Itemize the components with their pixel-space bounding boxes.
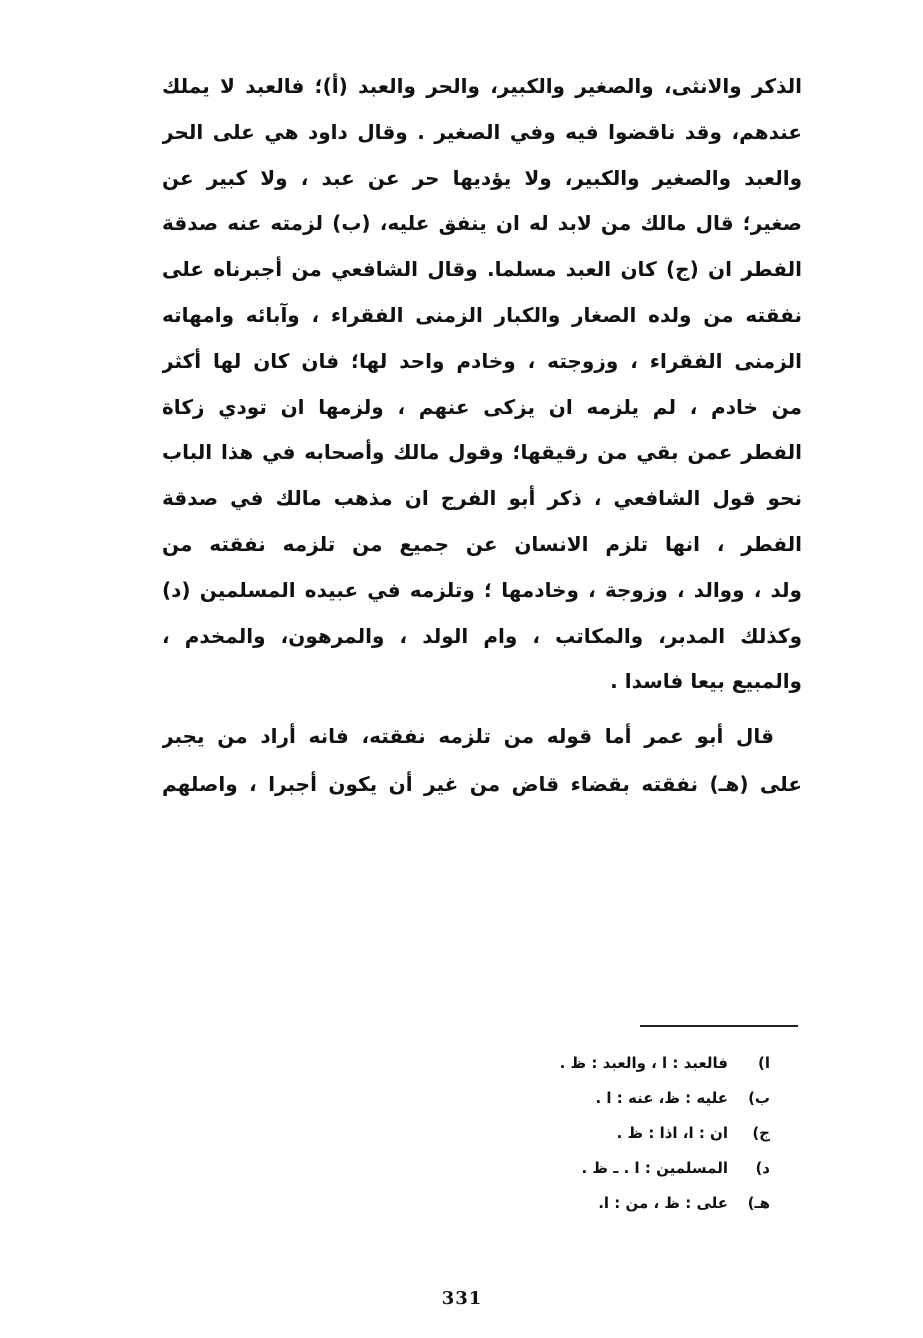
text-line: الذكر والانثى، والصغير والكبير، والحر والعبد (أ)؛ فالعبد لا يملك (162, 74, 802, 98)
footnotes (470, 1046, 770, 1221)
footnote-divider (640, 1025, 798, 1027)
footnote-label: د) (755, 1159, 770, 1177)
text-line: ولد ، ووالد ، وزوجة ، وخادمها ؛ وتلزمه في عبيده المسلمين (د) (162, 577, 802, 602)
text-line: قال أبو عمر أما قوله من تلزمه نفقته، فانه أراد من يجبر (162, 724, 774, 748)
text-line: وكذلك المدبر، والمكاتب ، وام الولد ، والمرهون، والمخدم ، (162, 623, 802, 648)
second-paragraph (162, 712, 802, 808)
footnote-item (470, 1046, 770, 1081)
footnote-item (470, 1116, 770, 1151)
text-line: صغير؛ قال مالك من لابد له ان ينفق عليه، (ب) لزمته عنه صدقة (162, 211, 802, 236)
text-line: الفطر عمن بقي من رقيقها؛ وقول مالك وأصحابه في هذا الباب (162, 440, 802, 465)
footnote-item (470, 1151, 770, 1186)
text-line: على (هـ) نفقته بقضاء قاض من غير أن يكون أجبرا ، واصلهم (162, 772, 802, 796)
footnote-item (470, 1186, 770, 1221)
page-number: 331 (441, 1288, 483, 1309)
footnote-text: على : ظ ، من : ا. (598, 1194, 728, 1212)
text-line: من خادم ، لم يلزمه ان يزكى عنهم ، ولزمها ان تودي زكاة (162, 394, 802, 419)
footnote-label: ج) (752, 1124, 770, 1142)
text-line: عندهم، وقد ناقضوا فيه وفي الصغير . وقال داود هي على الحر (162, 119, 802, 144)
footnote-label: ا) (758, 1054, 770, 1072)
footnote-text: ان : ا، اذا : ظ . (616, 1124, 728, 1142)
footnote-text: عليه : ظ، عنه : ا . (595, 1089, 728, 1107)
text-line: والمبيع بيعا فاسدا . (610, 669, 802, 694)
footnote-text: فالعبد : ا ، والعبد : ظ . (559, 1054, 728, 1072)
text-line: والعبد والصغير والكبير، ولا يؤديها حر عن عبد ، ولا كبير عن (162, 165, 802, 190)
footnote-label: هـ) (747, 1194, 770, 1212)
footnote-label: ب) (748, 1089, 770, 1107)
main-paragraph (162, 64, 802, 705)
text-line: الفطر ان (ج) كان العبد مسلما. وقال الشافعي من أجبرناه على (162, 257, 802, 282)
footnote-item (470, 1081, 770, 1116)
text-line: نحو قول الشافعي ، ذكر أبو الفرج ان مذهب مالك في صدقة (162, 486, 802, 511)
text-line: نفقته من ولده الصغار والكبار الزمنى الفقراء ، وآبائه وامهاته (162, 302, 802, 327)
text-line: الفطر ، انها تلزم الانسان عن جميع من تلزمه نفقته من (162, 531, 802, 556)
footnote-text: المسلمين : ا . ـ ظ . (581, 1159, 728, 1177)
text-line: الزمنى الفقراء ، وزوجته ، وخادم واحد لها؛ فان كان لها أكثر (162, 348, 802, 373)
